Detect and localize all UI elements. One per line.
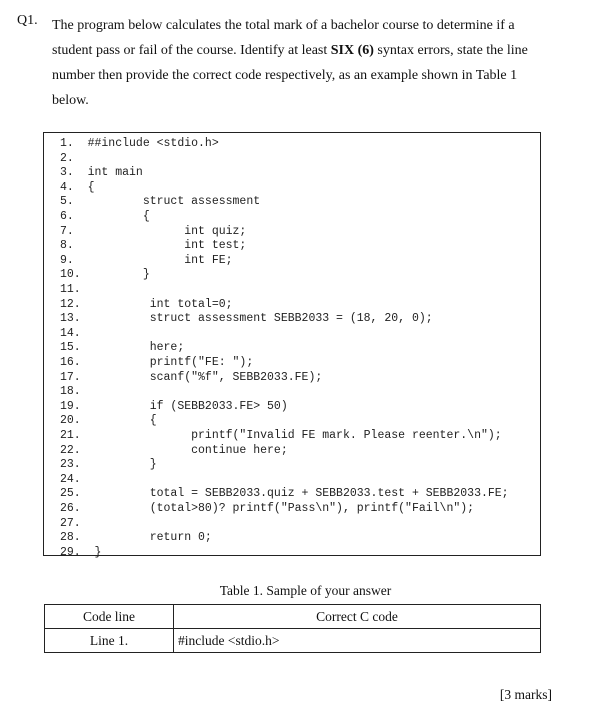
- code-line: 7. int quiz;: [60, 224, 247, 238]
- code-line: 27.: [60, 516, 81, 530]
- code-line: 19. if (SEBB2033.FE> 50): [60, 399, 288, 413]
- answer-table: [44, 604, 541, 653]
- table-header-code-line: Code line: [45, 605, 174, 629]
- code-line: 20. {: [60, 414, 157, 428]
- table-cell-code: #include <stdio.h>: [174, 629, 541, 653]
- code-line: 6. {: [60, 210, 150, 223]
- table-row: [45, 629, 541, 653]
- code-line: 25. total = SEBB2033.quiz + SEBB2033.test + SEBB2033.FE;: [60, 487, 509, 501]
- code-line: 18.: [60, 385, 81, 399]
- code-line: 28. return 0;: [60, 531, 212, 545]
- code-line: 26. (total>80)? printf("Pass\n"), printf("Fail\n");: [60, 502, 475, 515]
- code-line: 15. here;: [60, 341, 185, 355]
- code-line: 10. }: [60, 268, 150, 282]
- code-line: 22. continue here;: [60, 443, 288, 457]
- table-cell-line: Line 1.: [45, 629, 174, 653]
- question-line: student pass or fail of the course. Identify at least SIX (6) syntax errors, state the line: [52, 43, 528, 58]
- code-line: 14.: [60, 326, 81, 340]
- question-line: number then provide the correct code respectively, as an example shown in Table 1: [52, 68, 518, 83]
- code-line: 13. struct assessment SEBB2033 = (18, 20, 0);: [60, 312, 433, 326]
- code-line: 3. int main: [60, 166, 143, 180]
- question-line: The program below calculates the total mark of a bachelor course to determine if a: [52, 18, 515, 33]
- question-text: [52, 13, 557, 113]
- code-line: 17. scanf("%f", SEBB2033.FE);: [60, 370, 323, 384]
- code-listing: [43, 132, 541, 559]
- code-line: 29. }: [60, 545, 102, 559]
- table-caption: Table 1. Sample of your answer: [219, 583, 392, 598]
- code-line: 12. int total=0;: [60, 297, 233, 311]
- code-line: 21. printf("Invalid FE mark. Please reenter.\n");: [60, 429, 502, 442]
- code-line: 23. }: [60, 458, 157, 472]
- code-line: 1. ##include <stdio.h>: [60, 137, 219, 150]
- code-line: 11.: [60, 283, 81, 296]
- question-line: below.: [52, 93, 89, 108]
- code-line: 8. int test;: [60, 239, 247, 253]
- code-line: 9. int FE;: [60, 253, 233, 267]
- code-line: 2.: [60, 151, 74, 165]
- code-line: 5. struct assessment: [60, 195, 261, 209]
- code-line: 24.: [60, 472, 81, 486]
- table-header-correct-code: Correct C code: [174, 605, 541, 629]
- table-header-row: [45, 605, 541, 629]
- code-line: 4. {: [60, 180, 95, 194]
- emphasis-six: SIX (6): [330, 43, 374, 58]
- code-line: 16. printf("FE: ");: [60, 356, 254, 369]
- marks-label: [3 marks]: [499, 687, 552, 702]
- question-number: Q1.: [17, 13, 38, 28]
